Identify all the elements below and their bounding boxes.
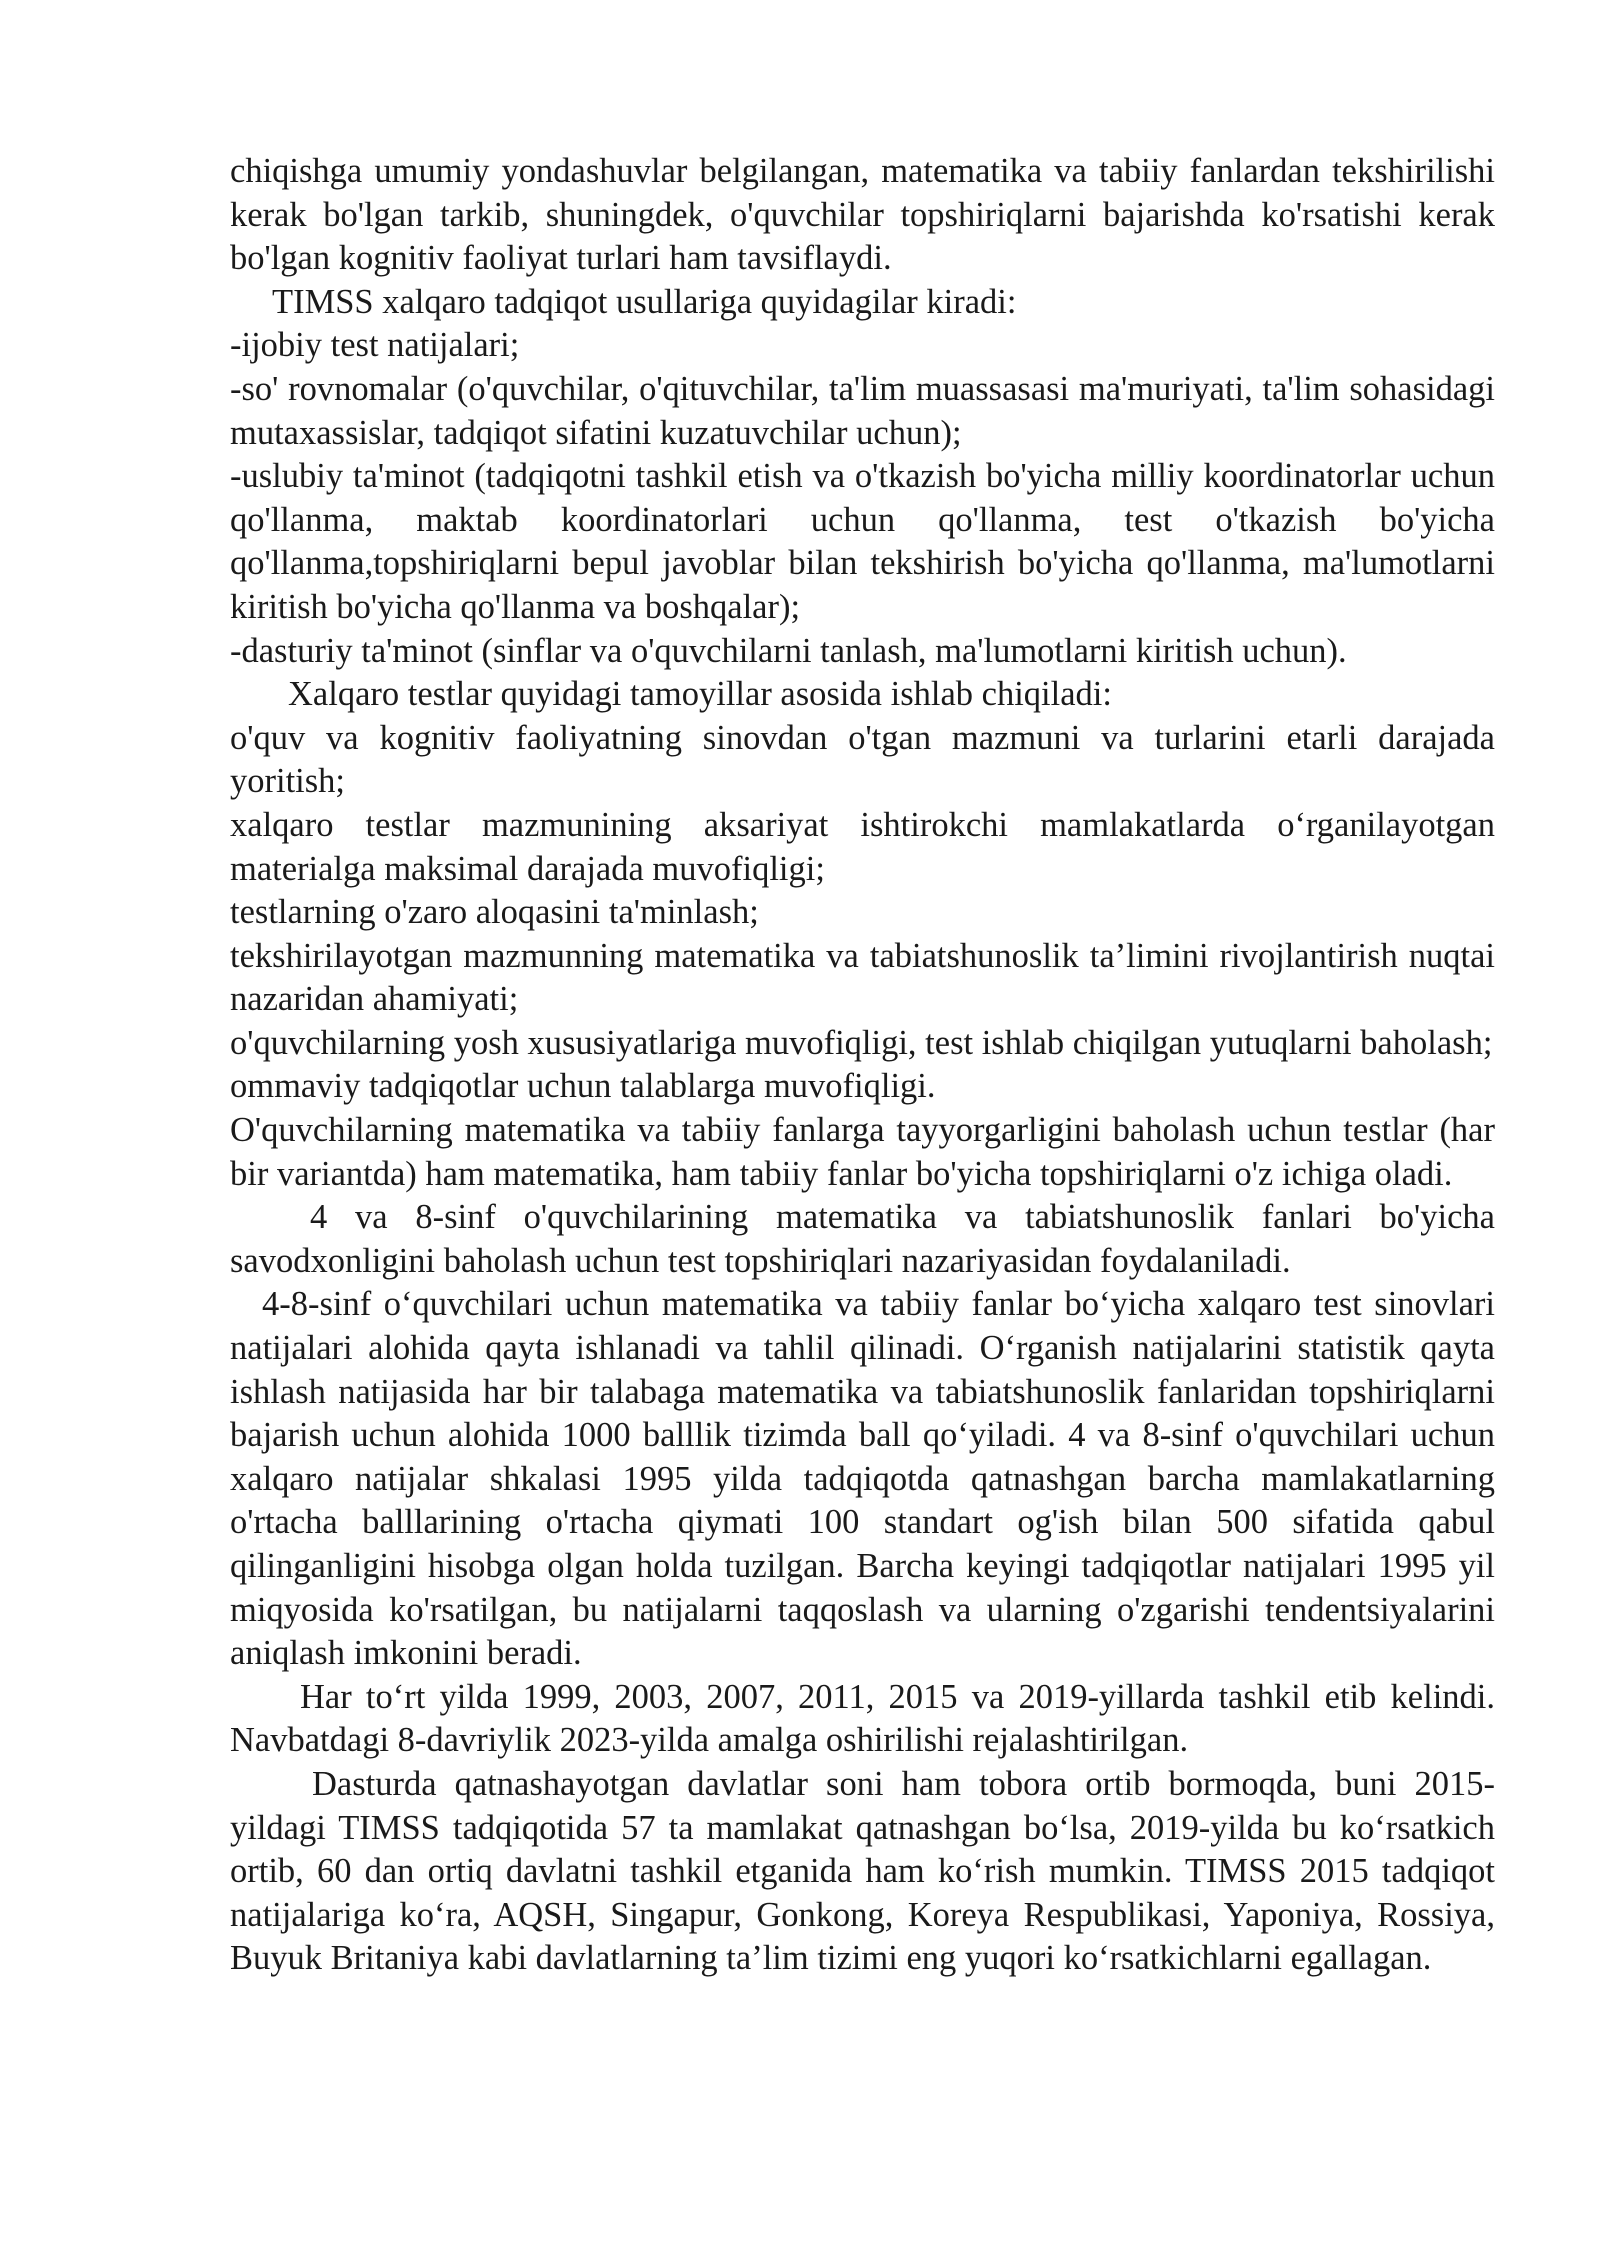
list-item-methodological-support: -uslubiy ta'minot (tadqiqotni tashkil etish va o'tkazish bo'yicha milliy koordinatorlar uchun qo'llanma, maktab koordinatorlari uchun qo'llanma, test o'tkazish bo'yicha qo'llanma,topshiriqlarni bepul javoblar bilan tekshirish bo'yicha qo'llanma, ma'lumotlarni kiritish bo'yicha qo'llanma va boshqalar); (230, 457, 1495, 626)
paragraph-timss-methods-heading: TIMSS xalqaro tadqiqot usullariga quyidagilar kiradi: (272, 282, 1017, 321)
list-item-principle-mass-research: ommaviy tadqiqotlar uchun talablarga muvofiqligi. (230, 1067, 936, 1106)
paragraph-test-principles-heading: Xalqaro testlar quyidagi tamoyillar asosida ishlab chiqiladi: (288, 675, 1112, 714)
list-item-principle-importance: tekshirilayotgan mazmunning matematika va tabiatshunoslik ta’limini rivojlantirish nuqtai nazaridan ahamiyati; (230, 936, 1495, 1019)
list-item-principle-content-match: xalqaro testlar mazmunining aksariyat ishtirokchi mamlakatlarda o‘rganilayotgan materialga maksimal darajada muvofiqligi; (230, 805, 1495, 888)
list-item-test-results: -ijobiy test natijalari; (230, 326, 520, 365)
list-item-questionnaires: -so' rovnomalar (o'quvchilar, o'qituvchilar, ta'lim muassasasi ma'muriyati, ta'lim sohasidagi mutaxassislar, tadqiqot sifatini kuzatuvchilar uchun); (230, 369, 1495, 452)
paragraph-results-processing: 4-8-sinf o‘quvchilari uchun matematika va tabiiy fanlar bo‘yicha xalqaro test sinovlari natijalari alohida qayta ishlanadi va tahlil qilinadi. O‘rganish natijalarini statistik qayta ishlash natijasida har bir talabaga matematika va tabiatshunoslik fanlaridan topshiriqlarni bajarish uchun alohida 1000 balllik tizimda ball qo‘yiladi. 4 va 8-sinf o'quvchilari uchun xalqaro natijalar shkalasi 1995 yilda tadqiqotda qatnashgan barcha mamlakatlarning o'rtacha balllarining o'rtacha qiymati 100 standart og'ish bilan 500 sifatida qabul qilinganligini hisobga olgan holda tuzilgan. Barcha keyingi tadqiqotlar natijalari 1995 yil miqyosida ko'rsatilgan, bu natijalarni taqqoslash va ularning o'zgarishi tendentsiyalarini aniqlash imkonini beradi. (230, 1285, 1495, 1673)
paragraph-cycle-years: Har to‘rt yilda 1999, 2003, 2007, 2011, 2015 va 2019-yillarda tashkil etib kelindi. Navbatdagi 8-davriylik 2023-yilda amalga oshirilishi rejalashtirilgan. (230, 1677, 1495, 1760)
list-item-principle-coverage: o'quv va kognitiv faoliyatning sinovdan o'tgan mazmuni va turlarini etarli darajada yoritish; (230, 718, 1495, 801)
paragraph-test-variants: O'quvchilarning matematika va tabiiy fanlarga tayyorgarligini baholash uchun testlar (har bir variantda) ham matematika, ham tabiiy fanlar bo'yicha topshiriqlarni o'z ichiga oladi. (230, 1111, 1495, 1193)
paragraph-literacy-assessment: 4 va 8-sinf o'quvchilarining matematika va tabiatshunoslik fanlari bo'yicha savodxonligini baholash uchun test topshiriqlari nazariyasidan foydalaniladi. (230, 1198, 1495, 1280)
list-item-principle-age: o'quvchilarning yosh xususiyatlariga muvofiqligi, test ishlab chiqilgan yutuqlarni baholash; (230, 1023, 1493, 1062)
list-item-software: -dasturiy ta'minot (sinflar va o'quvchilarni tanlash, ma'lumotlarni kiritish uchun). (230, 631, 1347, 670)
document-page (230, 150, 1495, 1981)
paragraph-intro-continuation: chiqishga umumiy yondashuvlar belgilangan, matematika va tabiiy fanlardan tekshirilishi kerak bo'lgan tarkib, shuningdek, o'quvchilar topshiriqlarni bajarishda ko'rsatishi kerak bo'lgan kognitiv faoliyat turlari ham tavsiflaydi. (230, 152, 1495, 278)
list-item-principle-interconnection: testlarning o'zaro aloqasini ta'minlash; (230, 893, 759, 932)
paragraph-participating-countries: Dasturda qatnashayotgan davlatlar soni ham tobora ortib bormoqda, buni 2015-yildagi TIMSS tadqiqotida 57 ta mamlakat qatnashgan bo‘lsa, 2019-yilda bu ko‘rsatkich ortib, 60 dan ortiq davlatni tashkil etganida ham ko‘rish mumkin. TIMSS 2015 tadqiqot natijalariga ko‘ra, AQSH, Singapur, Gonkong, Koreya Respublikasi, Yaponiya, Rossiya, Buyuk Britaniya kabi davlatlarning ta’lim tizimi eng yuqori ko‘rsatkichlarni egallagan. (230, 1764, 1495, 1978)
